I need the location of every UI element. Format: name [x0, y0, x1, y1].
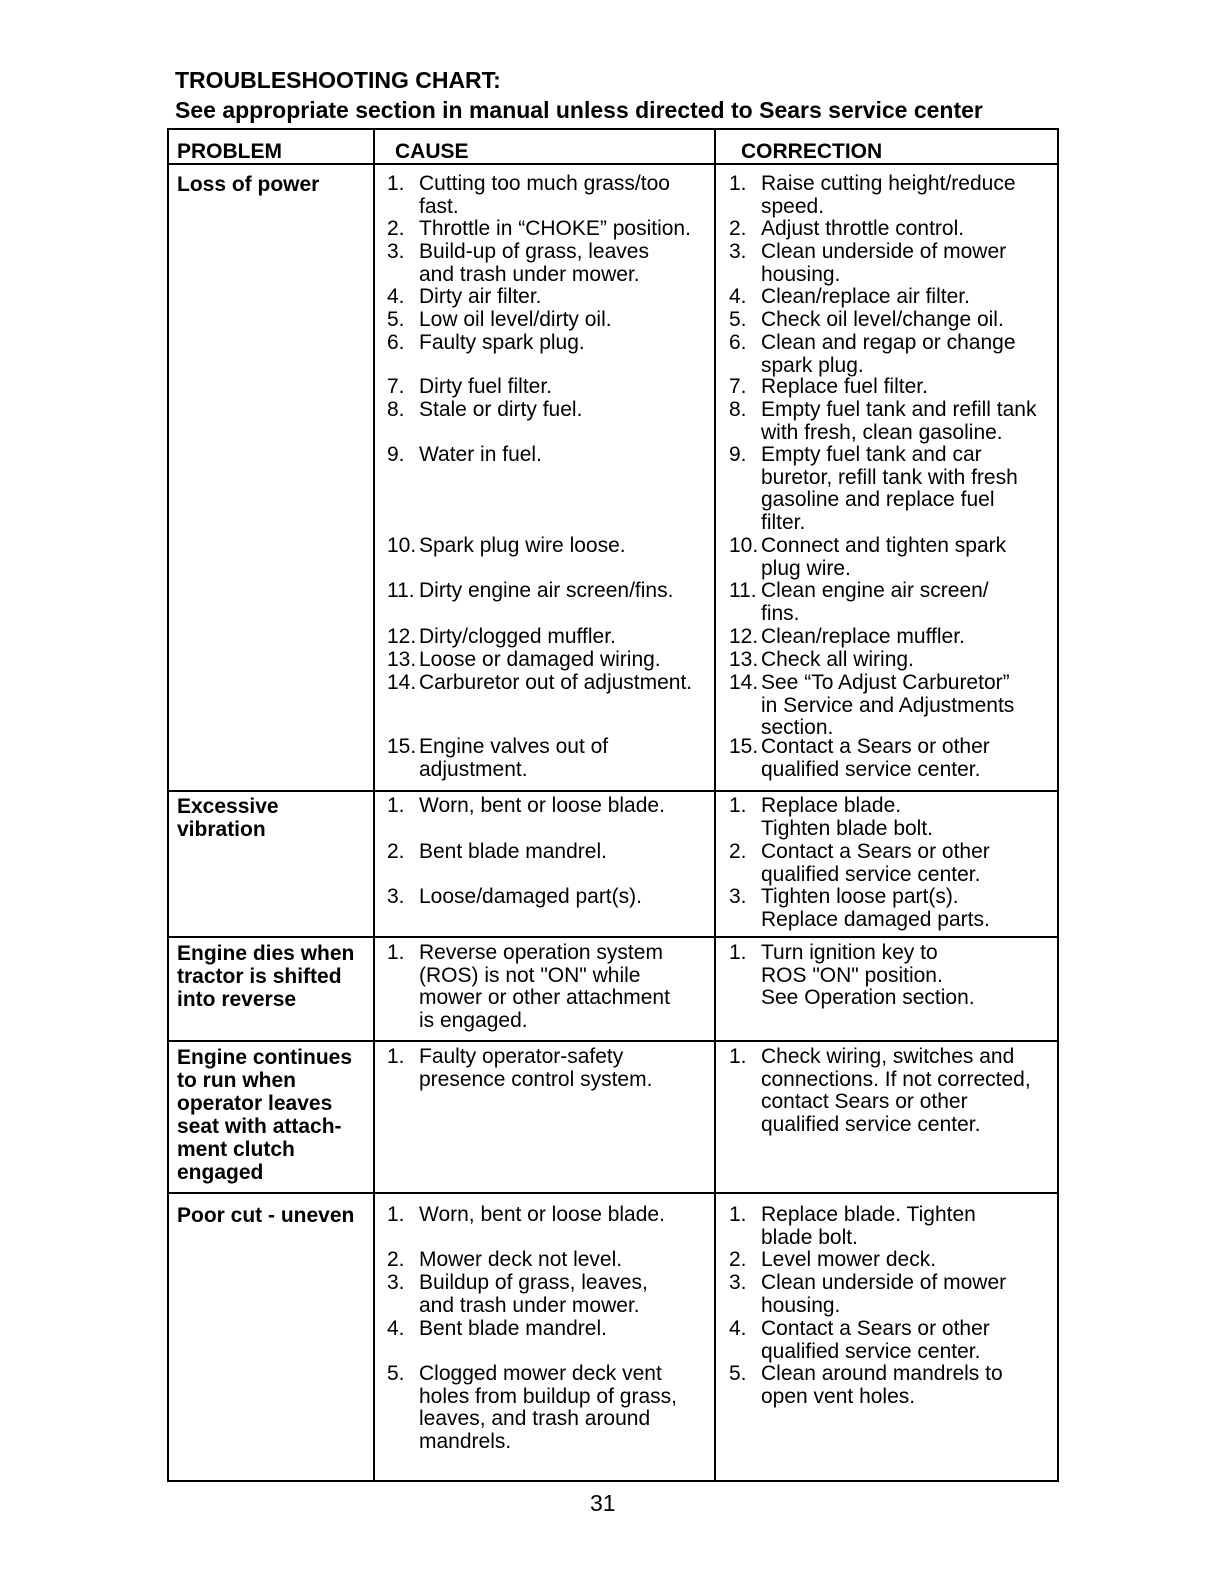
- item-number: 3.: [387, 1271, 405, 1294]
- item-number: 1.: [387, 1203, 405, 1226]
- item-text: Clean engine air screen/ fins.: [761, 579, 989, 625]
- item-text: Check oil level/change oil.: [761, 308, 1004, 331]
- item-text: Throttle in “CHOKE” position.: [419, 217, 691, 240]
- item-text: Clogged mower deck vent holes from buildup of grass, leaves, and trash around mandrels.: [419, 1362, 677, 1453]
- item-number: 4.: [729, 285, 747, 308]
- item-number: 14.: [729, 671, 759, 694]
- row-divider: [169, 1192, 1057, 1194]
- item-text: Carburetor out of adjustment.: [419, 671, 693, 694]
- item-number: 11.: [729, 579, 757, 602]
- item-text: Empty fuel tank and refill tank with fresh, clean gasoline.: [761, 398, 1037, 444]
- item-number: 15.: [729, 735, 759, 758]
- item-text: Contact a Sears or other qualified service center.: [761, 735, 990, 781]
- page-subtitle: See appropriate section in manual unless directed to Sears service center: [175, 97, 983, 123]
- item-number: 1.: [729, 172, 747, 195]
- header-divider: [169, 163, 1057, 165]
- cause-item: [387, 1046, 727, 1166]
- page-title: TROUBLESHOOTING CHART:: [175, 67, 501, 93]
- item-text: Raise cutting height/reduce speed.: [761, 172, 1016, 218]
- item-number: 8.: [387, 398, 405, 421]
- item-text: Clean around mandrels to open vent holes.: [761, 1362, 1003, 1408]
- item-number: 9.: [387, 443, 405, 466]
- item-number: 1.: [387, 172, 405, 195]
- item-text: Level mower deck.: [761, 1248, 937, 1271]
- item-text: Low oil level/dirty oil.: [419, 308, 612, 331]
- correction-item: [729, 1046, 1059, 1166]
- item-number: 1.: [729, 794, 747, 817]
- item-number: 1.: [729, 1045, 747, 1068]
- item-number: 3.: [387, 240, 405, 263]
- item-number: 1.: [729, 1203, 747, 1226]
- item-text: Clean underside of mower housing.: [761, 1271, 1007, 1317]
- item-text: Check all wiring.: [761, 648, 914, 671]
- item-number: 5.: [729, 1362, 747, 1385]
- item-number: 12.: [387, 625, 417, 648]
- item-text: Bent blade mandrel.: [419, 1317, 607, 1340]
- item-number: 15.: [387, 735, 417, 758]
- header-cause: CAUSE: [395, 140, 469, 163]
- item-text: Faulty spark plug.: [419, 331, 585, 354]
- item-text: Contact a Sears or other qualified service center.: [761, 1317, 990, 1363]
- item-number: 1.: [387, 794, 405, 817]
- item-text: Dirty engine air screen/fins.: [419, 579, 674, 602]
- item-text: Dirty/clogged muffler.: [419, 625, 616, 648]
- item-text: Loose or damaged wiring.: [419, 648, 661, 671]
- item-text: Loose/damaged part(s).: [419, 885, 642, 908]
- item-number: 12.: [729, 625, 759, 648]
- item-text: Reverse operation system (ROS) is not "ON" while mower or other attachment is engaged.: [419, 941, 670, 1032]
- item-text: Clean underside of mower housing.: [761, 240, 1007, 286]
- item-number: 2.: [387, 1248, 405, 1271]
- cause-item: [387, 942, 727, 1062]
- item-number: 5.: [729, 308, 747, 331]
- item-text: Clean/replace muffler.: [761, 625, 965, 648]
- item-text: Worn, bent or loose blade.: [419, 1203, 665, 1226]
- item-number: 2.: [729, 217, 747, 240]
- item-number: 2.: [387, 217, 405, 240]
- item-number: 3.: [729, 885, 747, 908]
- item-text: Dirty fuel filter.: [419, 375, 553, 398]
- item-number: 3.: [729, 1271, 747, 1294]
- problem-label: Engine dies when tractor is shifted into reverse: [177, 942, 355, 1011]
- item-text: Check wiring, switches and connections. If not corrected, contact Sears or other qualified service center.: [761, 1045, 1031, 1136]
- correction-item: [729, 1363, 1059, 1483]
- item-number: 11.: [387, 579, 415, 602]
- item-text: Adjust throttle control.: [761, 217, 965, 240]
- page-number: 31: [590, 1490, 616, 1516]
- item-text: Contact a Sears or other qualified service center.: [761, 840, 990, 886]
- item-text: Replace fuel filter.: [761, 375, 928, 398]
- item-number: 13.: [729, 648, 759, 671]
- item-number: 8.: [729, 398, 747, 421]
- item-text: Worn, bent or loose blade.: [419, 794, 665, 817]
- column-divider: [373, 130, 375, 1480]
- item-number: 2.: [729, 1248, 747, 1271]
- item-number: 9.: [729, 443, 747, 466]
- item-text: Mower deck not level.: [419, 1248, 623, 1271]
- item-text: Stale or dirty fuel.: [419, 398, 583, 421]
- item-number: 14.: [387, 671, 417, 694]
- item-number: 6.: [729, 331, 747, 354]
- header-correction: CORRECTION: [741, 140, 883, 163]
- cause-item: [387, 1363, 727, 1483]
- problem-label: Poor cut - uneven: [177, 1204, 355, 1227]
- item-text: Cutting too much grass/too fast.: [419, 172, 670, 218]
- item-number: 3.: [729, 240, 747, 263]
- item-number: 10.: [387, 534, 417, 557]
- item-text: Water in fuel.: [419, 443, 542, 466]
- item-number: 7.: [387, 375, 405, 398]
- item-text: Turn ignition key to ROS "ON" position. See Operation section.: [761, 941, 975, 1010]
- item-text: Replace blade. Tighten blade bolt.: [761, 1203, 976, 1249]
- correction-item: [729, 942, 1059, 1062]
- item-text: Buildup of grass, leaves, and trash under mower.: [419, 1271, 648, 1317]
- item-number: 4.: [729, 1317, 747, 1340]
- header-problem: PROBLEM: [177, 140, 282, 163]
- item-number: 13.: [387, 648, 417, 671]
- item-number: 2.: [729, 840, 747, 863]
- item-number: 1.: [387, 1045, 405, 1068]
- item-text: Tighten loose part(s). Replace damaged parts.: [761, 885, 990, 931]
- item-number: 3.: [387, 885, 405, 908]
- item-number: 5.: [387, 1362, 405, 1385]
- item-number: 2.: [387, 840, 405, 863]
- item-text: Replace blade. Tighten blade bolt.: [761, 794, 934, 840]
- problem-label: Engine continues to run when operator leaves seat with attach- ment clutch engaged: [177, 1046, 353, 1184]
- item-number: 5.: [387, 308, 405, 331]
- item-number: 1.: [387, 941, 405, 964]
- item-text: Faulty operator-safety presence control system.: [419, 1045, 653, 1091]
- item-text: Clean and regap or change spark plug.: [761, 331, 1016, 377]
- item-text: Bent blade mandrel.: [419, 840, 607, 863]
- item-text: Build-up of grass, leaves and trash under mower.: [419, 240, 649, 286]
- item-number: 4.: [387, 285, 405, 308]
- item-text: Connect and tighten spark plug wire.: [761, 534, 1007, 580]
- item-text: Clean/replace air filter.: [761, 285, 970, 308]
- item-number: 6.: [387, 331, 405, 354]
- item-number: 7.: [729, 375, 747, 398]
- problem-label: Excessive vibration: [177, 795, 279, 841]
- item-number: 1.: [729, 941, 747, 964]
- item-text: Dirty air filter.: [419, 285, 542, 308]
- item-text: Empty fuel tank and car buretor, refill tank with fresh gasoline and replace fuel filter.: [761, 443, 1018, 534]
- item-text: See “To Adjust Carburetor” in Service and Adjustments section.: [761, 671, 1015, 740]
- item-text: Spark plug wire loose.: [419, 534, 626, 557]
- item-number: 4.: [387, 1317, 405, 1340]
- troubleshooting-table: [167, 128, 1059, 1482]
- problem-label: Loss of power: [177, 173, 320, 196]
- item-number: 10.: [729, 534, 759, 557]
- item-text: Engine valves out of adjustment.: [419, 735, 609, 781]
